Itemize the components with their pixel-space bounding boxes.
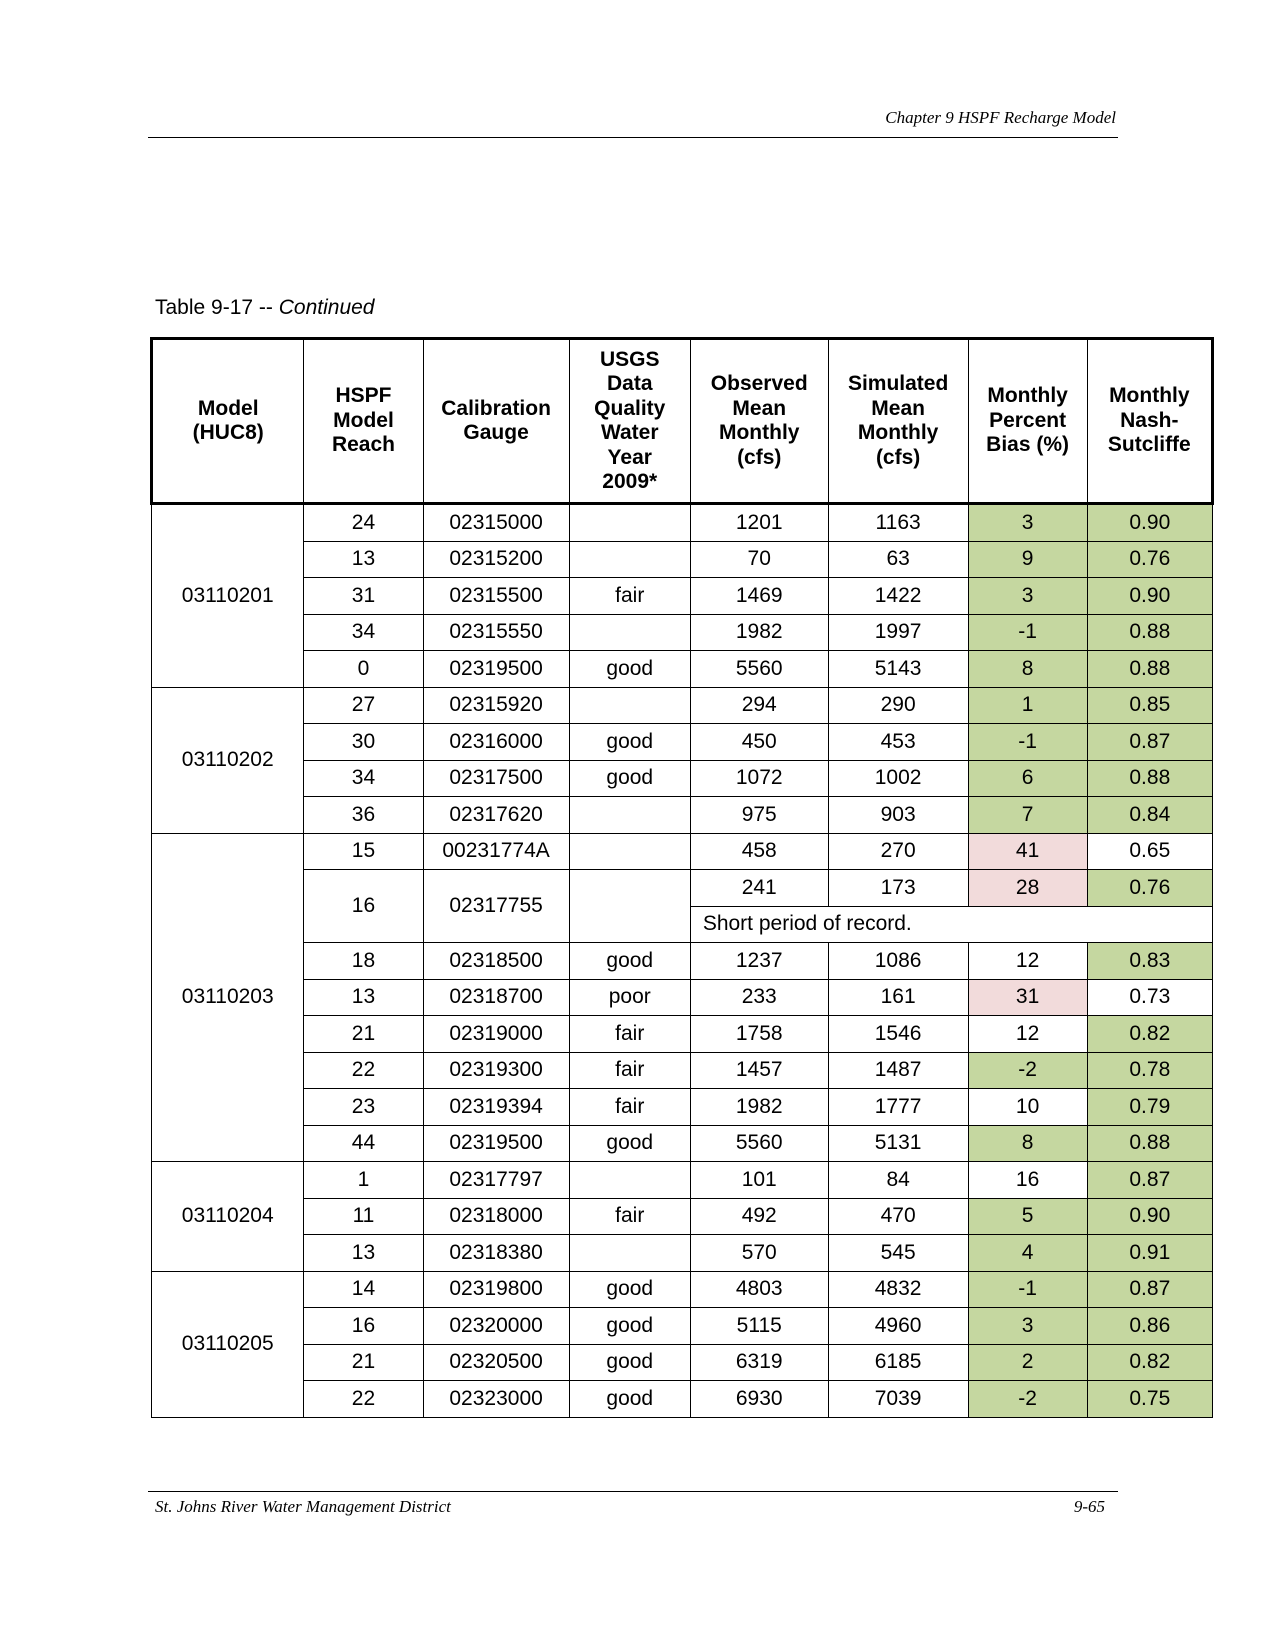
reach-cell: 34	[304, 614, 423, 651]
table-row	[152, 1016, 1213, 1053]
huc-cell: 03110201	[152, 504, 304, 688]
table-row	[152, 687, 1213, 724]
simulated-cell: 290	[828, 687, 968, 724]
bias-cell: 3	[968, 504, 1087, 542]
table-row	[152, 1089, 1213, 1126]
table-row	[152, 870, 1213, 907]
quality-cell: good	[569, 1344, 690, 1381]
bias-cell: -1	[968, 724, 1087, 761]
huc-cell: 03110202	[152, 687, 304, 833]
column-header-line: Year	[607, 445, 652, 469]
table-row	[152, 833, 1213, 870]
reach-cell: 22	[304, 1052, 423, 1089]
calibration-table	[150, 337, 1214, 1418]
nse-cell: 0.78	[1087, 1052, 1212, 1089]
simulated-cell: 903	[828, 797, 968, 834]
nse-cell: 0.82	[1087, 1016, 1212, 1053]
observed-cell: 1457	[690, 1052, 828, 1089]
huc-cell: 03110205	[152, 1271, 304, 1417]
bias-cell: -1	[968, 1271, 1087, 1308]
table-body	[152, 504, 1213, 1418]
huc-cell: 03110203	[152, 833, 304, 1162]
nse-cell: 0.88	[1087, 760, 1212, 797]
reach-cell: 31	[304, 578, 423, 615]
observed-cell: 5115	[690, 1308, 828, 1345]
simulated-cell: 1997	[828, 614, 968, 651]
observed-cell: 6930	[690, 1381, 828, 1418]
observed-cell: 1072	[690, 760, 828, 797]
reach-cell: 23	[304, 1089, 423, 1126]
table-row	[152, 1381, 1213, 1418]
quality-cell: good	[569, 760, 690, 797]
simulated-cell: 6185	[828, 1344, 968, 1381]
reach-cell: 15	[304, 833, 423, 870]
caption-suffix: Continued	[278, 296, 375, 319]
reach-cell: 13	[304, 1235, 423, 1272]
nse-cell: 0.83	[1087, 943, 1212, 980]
reach-cell: 14	[304, 1271, 423, 1308]
column-header-line: Observed	[710, 372, 808, 395]
column-header-line: (HUC8)	[192, 421, 264, 444]
quality-cell	[569, 1162, 690, 1199]
observed-cell: 1201	[690, 504, 828, 542]
page-header: Chapter 9 HSPF Recharge Model	[885, 108, 1116, 127]
observed-cell: 570	[690, 1235, 828, 1272]
column-header-line: Bias (%)	[986, 433, 1070, 457]
nse-cell: 0.82	[1087, 1344, 1212, 1381]
column-header	[968, 339, 1087, 504]
nse-cell: 0.86	[1087, 1308, 1212, 1345]
table-row	[152, 760, 1213, 797]
nse-cell: 0.90	[1087, 504, 1212, 542]
gauge-cell: 02318000	[423, 1198, 569, 1235]
observed-cell: 6319	[690, 1344, 828, 1381]
bias-cell: 8	[968, 1125, 1087, 1162]
column-header	[1087, 339, 1212, 504]
gauge-cell: 02319800	[423, 1271, 569, 1308]
gauge-cell: 02320500	[423, 1344, 569, 1381]
reach-cell: 24	[304, 504, 423, 542]
quality-cell	[569, 1235, 690, 1272]
bias-cell: 2	[968, 1344, 1087, 1381]
bias-cell: 16	[968, 1162, 1087, 1199]
reach-cell: 27	[304, 687, 423, 724]
column-header	[423, 339, 569, 504]
reach-cell: 0	[304, 651, 423, 688]
quality-cell: fair	[569, 1052, 690, 1089]
observed-cell: 4803	[690, 1271, 828, 1308]
quality-cell: fair	[569, 578, 690, 615]
reach-cell: 18	[304, 943, 423, 980]
reach-cell: 13	[304, 979, 423, 1016]
simulated-cell: 1002	[828, 760, 968, 797]
gauge-cell: 02319000	[423, 1016, 569, 1053]
nse-cell: 0.65	[1087, 833, 1212, 870]
table-row	[152, 1125, 1213, 1162]
gauge-cell: 02315920	[423, 687, 569, 724]
footer-organization: St. Johns River Water Management District	[155, 1497, 451, 1516]
simulated-cell: 470	[828, 1198, 968, 1235]
bias-cell: 31	[968, 979, 1087, 1016]
quality-cell	[569, 504, 690, 542]
nse-cell: 0.90	[1087, 578, 1212, 615]
bias-cell: 3	[968, 578, 1087, 615]
bias-cell: 3	[968, 1308, 1087, 1345]
observed-cell: 5560	[690, 651, 828, 688]
column-header	[569, 339, 690, 504]
column-header-line: Model	[333, 408, 394, 432]
column-header-line: Sutcliffe	[1107, 433, 1191, 457]
column-header-line: Percent	[989, 408, 1067, 432]
simulated-cell: 4832	[828, 1271, 968, 1308]
column-header-line: 2009*	[602, 470, 658, 493]
caption-prefix: Table 9-17 --	[155, 296, 279, 319]
table-row	[152, 1308, 1213, 1345]
column-header-line: Gauge	[463, 421, 529, 444]
bias-cell: 9	[968, 541, 1087, 578]
gauge-cell: 02317620	[423, 797, 569, 834]
gauge-cell: 02319394	[423, 1089, 569, 1126]
simulated-cell: 161	[828, 979, 968, 1016]
table-row	[152, 943, 1213, 980]
reach-cell: 30	[304, 724, 423, 761]
reach-cell: 11	[304, 1198, 423, 1235]
column-header-line: Quality	[594, 396, 666, 420]
bias-cell: 41	[968, 833, 1087, 870]
gauge-cell: 02317797	[423, 1162, 569, 1199]
column-header-line: Nash-	[1120, 408, 1179, 432]
bias-cell: 5	[968, 1198, 1087, 1235]
column-header-line: Mean	[871, 396, 925, 420]
gauge-cell: 02317500	[423, 760, 569, 797]
gauge-cell: 02318700	[423, 979, 569, 1016]
nse-cell: 0.85	[1087, 687, 1212, 724]
table-row	[152, 797, 1213, 834]
table-row	[152, 1198, 1213, 1235]
table-row	[152, 724, 1213, 761]
table-header	[152, 339, 1213, 504]
gauge-cell: 02318380	[423, 1235, 569, 1272]
bias-cell: 7	[968, 797, 1087, 834]
column-header-line: Mean	[732, 396, 787, 420]
bias-cell: -1	[968, 614, 1087, 651]
table-row	[152, 1271, 1213, 1308]
gauge-cell: 02317755	[423, 870, 569, 943]
simulated-cell: 1546	[828, 1016, 968, 1053]
reach-cell: 1	[304, 1162, 423, 1199]
table-row	[152, 979, 1213, 1016]
gauge-cell: 02315200	[423, 541, 569, 578]
header-row	[152, 339, 1213, 504]
observed-cell: 233	[690, 979, 828, 1016]
quality-cell: good	[569, 1381, 690, 1418]
simulated-cell: 5143	[828, 651, 968, 688]
table-row	[152, 578, 1213, 615]
column-header-line: USGS	[599, 347, 660, 371]
column-header	[690, 339, 828, 504]
simulated-cell: 63	[828, 541, 968, 578]
gauge-cell: 02315500	[423, 578, 569, 615]
table-row	[152, 1052, 1213, 1089]
quality-cell: good	[569, 1308, 690, 1345]
quality-cell: poor	[569, 979, 690, 1016]
column-header	[304, 339, 423, 504]
quality-cell	[569, 541, 690, 578]
table-row	[152, 1162, 1213, 1199]
column-header-line: Model	[197, 396, 259, 420]
bias-cell: -2	[968, 1381, 1087, 1418]
simulated-cell: 545	[828, 1235, 968, 1272]
reach-cell: 34	[304, 760, 423, 797]
simulated-cell: 84	[828, 1162, 968, 1199]
gauge-cell: 02318500	[423, 943, 569, 980]
observed-cell: 450	[690, 724, 828, 761]
footer-rule	[148, 1491, 1118, 1492]
bias-cell: 28	[968, 870, 1087, 907]
nse-cell: 0.76	[1087, 870, 1212, 907]
table-row	[152, 504, 1213, 542]
quality-cell: fair	[569, 1089, 690, 1126]
quality-cell	[569, 870, 690, 943]
nse-cell: 0.84	[1087, 797, 1212, 834]
reach-cell: 16	[304, 870, 423, 943]
page-number: 9-65	[1073, 1497, 1105, 1516]
nse-cell: 0.76	[1087, 541, 1212, 578]
quality-cell: fair	[569, 1198, 690, 1235]
bias-cell: 8	[968, 651, 1087, 688]
simulated-cell: 7039	[828, 1381, 968, 1418]
quality-cell: good	[569, 1271, 690, 1308]
observed-cell: 101	[690, 1162, 828, 1199]
bias-cell: 12	[968, 1016, 1087, 1053]
gauge-cell: 00231774A	[423, 833, 569, 870]
quality-cell: fair	[569, 1016, 690, 1053]
column-header-line: Calibration	[441, 396, 551, 420]
nse-cell: 0.88	[1087, 651, 1212, 688]
gauge-cell: 02315550	[423, 614, 569, 651]
simulated-cell: 1487	[828, 1052, 968, 1089]
gauge-cell: 02319500	[423, 1125, 569, 1162]
column-header-line: Monthly	[857, 421, 939, 444]
observed-cell: 241	[690, 870, 828, 907]
observed-cell: 1982	[690, 1089, 828, 1126]
simulated-cell: 1422	[828, 578, 968, 615]
gauge-cell: 02316000	[423, 724, 569, 761]
simulated-cell: 270	[828, 833, 968, 870]
nse-cell: 0.73	[1087, 979, 1212, 1016]
reach-cell: 22	[304, 1381, 423, 1418]
observed-cell: 1982	[690, 614, 828, 651]
table-row	[152, 541, 1213, 578]
nse-cell: 0.87	[1087, 724, 1212, 761]
simulated-cell: 5131	[828, 1125, 968, 1162]
bias-cell: 12	[968, 943, 1087, 980]
column-header-line: Data	[606, 372, 653, 395]
observed-cell: 70	[690, 541, 828, 578]
gauge-cell: 02323000	[423, 1381, 569, 1418]
simulated-cell: 1086	[828, 943, 968, 980]
bias-cell: 4	[968, 1235, 1087, 1272]
table-caption	[155, 296, 374, 320]
table-row	[152, 614, 1213, 651]
gauge-cell: 02315000	[423, 504, 569, 542]
column-header-line: Monthly	[1109, 384, 1190, 408]
nse-cell: 0.91	[1087, 1235, 1212, 1272]
simulated-cell: 173	[828, 870, 968, 907]
reach-cell: 13	[304, 541, 423, 578]
quality-cell	[569, 614, 690, 651]
bias-cell: 10	[968, 1089, 1087, 1126]
gauge-cell: 02319300	[423, 1052, 569, 1089]
reach-cell: 36	[304, 797, 423, 834]
reach-cell: 21	[304, 1016, 423, 1053]
simulated-cell: 1777	[828, 1089, 968, 1126]
note-cell: Short period of record.	[690, 906, 1212, 943]
observed-cell: 1237	[690, 943, 828, 980]
bias-cell: -2	[968, 1052, 1087, 1089]
observed-cell: 294	[690, 687, 828, 724]
column-header-line: HSPF	[335, 384, 392, 408]
observed-cell: 975	[690, 797, 828, 834]
column-header-line: Reach	[331, 433, 395, 457]
nse-cell: 0.87	[1087, 1271, 1212, 1308]
observed-cell: 458	[690, 833, 828, 870]
nse-cell: 0.88	[1087, 614, 1212, 651]
nse-cell: 0.87	[1087, 1162, 1212, 1199]
quality-cell: good	[569, 1125, 690, 1162]
column-header	[828, 339, 968, 504]
reach-cell: 44	[304, 1125, 423, 1162]
bias-cell: 1	[968, 687, 1087, 724]
bias-cell: 6	[968, 760, 1087, 797]
simulated-cell: 1163	[828, 504, 968, 542]
column-header-line: (cfs)	[875, 445, 921, 469]
nse-cell: 0.79	[1087, 1089, 1212, 1126]
gauge-cell: 02319500	[423, 651, 569, 688]
column-header-line: (cfs)	[737, 445, 782, 469]
quality-cell: good	[569, 651, 690, 688]
table-row	[152, 1235, 1213, 1272]
column-header-line: Monthly	[987, 384, 1068, 408]
quality-cell: good	[569, 943, 690, 980]
simulated-cell: 453	[828, 724, 968, 761]
gauge-cell: 02320000	[423, 1308, 569, 1345]
nse-cell: 0.75	[1087, 1381, 1212, 1418]
observed-cell: 5560	[690, 1125, 828, 1162]
quality-cell	[569, 687, 690, 724]
reach-cell: 16	[304, 1308, 423, 1345]
huc-cell: 03110204	[152, 1162, 304, 1272]
simulated-cell: 4960	[828, 1308, 968, 1345]
observed-cell: 492	[690, 1198, 828, 1235]
column-header-line: Simulated	[847, 372, 949, 395]
nse-cell: 0.88	[1087, 1125, 1212, 1162]
column-header-line: Monthly	[718, 421, 800, 444]
observed-cell: 1469	[690, 578, 828, 615]
column-header	[152, 339, 304, 504]
reach-cell: 21	[304, 1344, 423, 1381]
quality-cell: good	[569, 724, 690, 761]
quality-cell	[569, 833, 690, 870]
table-row	[152, 1344, 1213, 1381]
quality-cell	[569, 797, 690, 834]
nse-cell: 0.90	[1087, 1198, 1212, 1235]
header-rule	[148, 137, 1118, 138]
observed-cell: 1758	[690, 1016, 828, 1053]
table-row	[152, 651, 1213, 688]
column-header-line: Water	[600, 421, 659, 444]
